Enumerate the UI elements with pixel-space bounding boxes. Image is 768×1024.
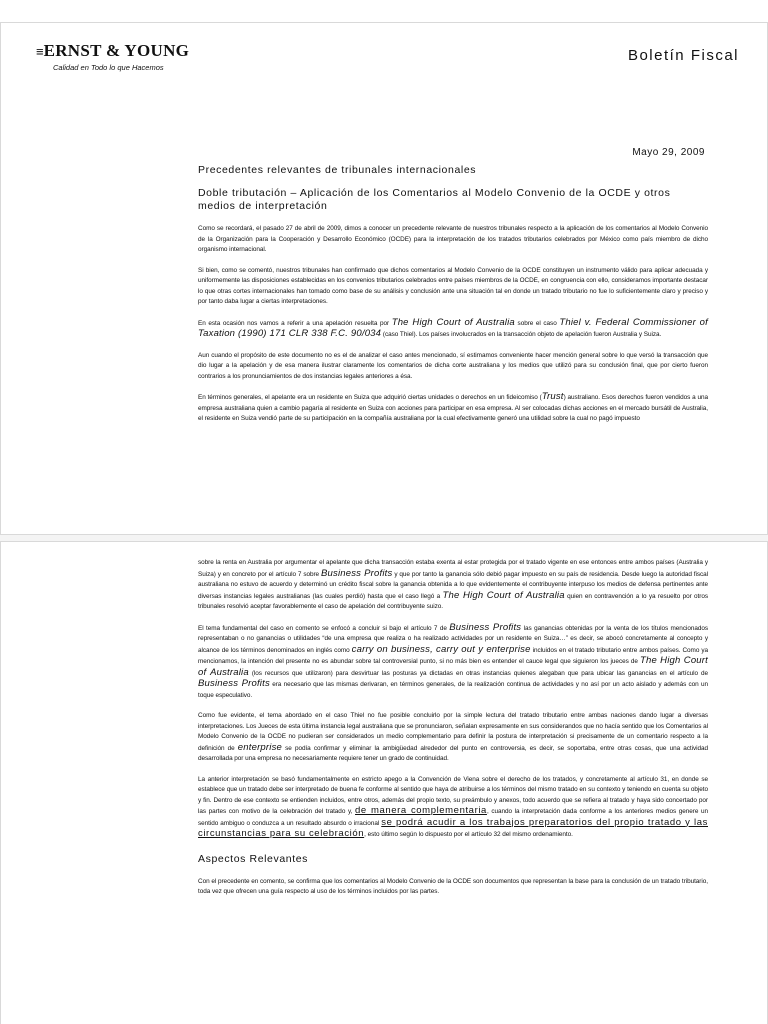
paragraph-10: Con el precedente en comento, se confirma que los comentarios al Modelo Convenio de la OCDE son documentos que representan la base para la conclusión de un tratado tributario, toda vez que ofrecen una guía respecto al uso de los términos incluidos por las partes. <box>198 877 708 895</box>
ernst-young-logo <box>36 41 196 72</box>
paragraph-6: sobre la renta en Australia por argumentar el apelante que dicha transacción estaba exenta al estar protegida por el tratado vigente en ese entonces entre ambos países (Australia y Suiza) y en concreto por el artículo 7 sobre Business Profits y que por tanto la ganancia sólo debió pagar impuesto en su país de residencia. Desde luego la autoridad fiscal australiana no estuvo de acuerdo y determinó un crédito fiscal sobre la ganancia obtenida a lo que evidentemente el contribuyente interpuso los medios de defensa pertinentes ante diversas instancias legales australianas (las cuales perdió) hasta que el caso llegó a The High Court of Australia quien en contravención a lo ya resuelto por otros tribunales resolvió aceptar favorablemente el caso de apelación del contribuyente suizo. <box>198 559 709 610</box>
paragraph-7: El tema fundamental del caso en comento se enfocó a concluir si bajo el artículo 7 de Business Profits las ganancias obtenidas por la venta de los títulos mencionados representaban o no ganancias o utilidades “de una empresa que realiza o ha realizado actividades por un residente en Suiza…” es decir, se abocó concretamente al concepto y alcance de los términos denominados en inglés como carry on business, carry out y enterprise incluidos en el tratado tributario entre ambos países. Como ya mencionamos, la intención del presente no es abundar sobre tal controversial punto, si no más bien es entender el cauce legal que siguieron los jueces de The High Court of Australia (los recursos que utilizaron) para desvirtuar las posturas ya dictadas en otras instancias quienes alegaban que para ubicar las ganancias en el artículo de Business Profits era necesario que las mismas derivaran, en términos generales, de la realización continua de actividades y no así por un acto aislado y además con un toque especulativo. <box>198 621 708 699</box>
paragraph-5: En términos generales, el apelante era un residente en Suiza que adquirió ciertas unidades o derechos en un fideicomiso (Trust) australiano. Esos derechos fueron vendidos a una empresa australiana quien a cambio pagaría al residente en Suiza con acciones para participar en esa empresa. Al ser colocadas dichas acciones en el mercado bursátil de Australia, el residente en Suiza vendió parte de su participación en la compañía australiana por la cual efectivamente generó una utilidad sobre la cual no pagó impuesto <box>198 391 708 422</box>
logo-wordmark <box>36 41 196 61</box>
document-page-1 <box>0 22 768 535</box>
court-name: The High Court of Australia <box>391 316 515 328</box>
paragraph-4: Aun cuando el propósito de este documento no es el de analizar el caso antes mencionado, sí estimamos conveniente hacer mención general sobre lo que versó la transacción que dio lugar a la apelación y de esa manera ilustrar claramente los comentarios de dicha corte australiana y los medios que utilizó para su conclusión final, que por cierto fueron contrarios a los pronunciamientos de dos instancias legales anteriores a ésa. <box>198 351 708 380</box>
main-heading: Precedentes relevantes de tribunales internacionales <box>198 164 477 176</box>
paragraph-3: En esta ocasión nos vamos a referir a una apelación resuelta por The High Court of Australia sobre el caso Thiel v. Federal Commissioner of Taxation (1990) 171 CLR 338 F.C. 90/034 (caso Thiel). Los países involucrados en la transacción objeto de apelación fueron Australia y Suiza. <box>198 316 708 339</box>
paragraph-2: Si bien, como se comentó, nuestros tribunales han confirmado que dichos comentarios al Modelo Convenio de la OCDE constituyen un instrumento válido para aplicar adecuada y uniformemente las disposiciones establecidas en los convenios tributarios celebrados entre países miembros de la OCDE, en congruencia con ello, consideramos importante destacar lo que otras cortes internacionales han tomado como base de su análisis y conclusión ante una situación tal en donde un tratado tributario no fue lo suficientemente claro y preciso y por tanto daba lugar a ciertas interpretaciones. <box>198 266 708 305</box>
section-heading-aspectos: Aspectos Relevantes <box>198 852 309 865</box>
paragraph-8: Como fue evidente, el tema abordado en el caso Thiel no fue posible concluirlo por la simple lectura del tratado tributario entre ambas naciones dando lugar a diversas interpretaciones. Los Jueces de esta última instancia legal australiana que se pronunciaron, señalan expresamente en sus considerandos que no hacía sentido que los Comentarios al Modelo Convenio de la OCDE no pudieran ser considerados un medio complementario para definir la postura de interpretación si precisamente de un comentario respecto a la definición de enterprise se podía confirmar y eliminar la ambigüedad alrededor del punto en controversia, es decir, se soportaba, entre otras cosas, que una actividad desarrollada por una empresa no necesariamente requiere tener un grado de continuidad. <box>198 712 708 762</box>
underlined-preparatory-works: se podrá acudir a los trabajos preparatorios del propio tratado y las circunstancias para su celebración <box>198 816 708 839</box>
document-date: Mayo 29, 2009 <box>632 147 705 158</box>
paragraph-9: La anterior interpretación se basó fundamentalmente en estricto apego a la Convención de Viena sobre el derecho de los tratados, y concretamente al artículo 31, en donde se establece que un tratado debe ser interpretado de buena fe conforme al sentido que haya de atribuirse a los términos del mismo tratado en su contexto y teniendo en cuenta su objeto y fin. Dentro de ese contexto se entienden incluidos, entre otros, además del propio texto, su preámbulo y anexos, todo acuerdo que se refiera al tratado y haya sido concertado por las partes con motivo de la celebración del tratado y, de manera complementaria, cuando la interpretación dada conforme a los anteriores medios genere un sentido ambiguo o conduzca a un resultado absurdo o irracional se podrá acudir a los trabajos preparatorios del propio tratado y las circunstancias para su celebración, esto último según lo dispuesto por el artículo 32 del mismo ordenamiento. <box>198 775 709 839</box>
case-name: Thiel v. Federal Commissioner of Taxation (1990) 171 CLR 338 F.C. 90/034 <box>198 316 708 339</box>
bulletin-title: Boletín Fiscal <box>627 47 739 64</box>
trust-term: Trust <box>541 391 564 402</box>
page2-content <box>198 558 708 898</box>
paragraph-1: Como se recordará, el pasado 27 de abril de 2009, dimos a conocer un precedente relevante de nuestros tribunales respecto a la aplicación de los comentarios al Modelo Convenio de la Organización para la Cooperación y Desarrollo Económico (OCDE) para la interpretación de los tratados tributarios celebrados por México como país miembro de dicho organismo internacional. <box>198 225 708 253</box>
logo-brand-text: ERNST & YOUNG <box>43 41 190 60</box>
logo-tagline: Calidad en Todo lo que Hacemos <box>53 63 164 72</box>
page1-content <box>198 164 708 425</box>
sub-heading: Doble tributación – Aplicación de los Comentarios al Modelo Convenio de la OCDE y otros medios de interpretación <box>198 187 671 212</box>
document-page-2 <box>0 541 768 1024</box>
logo-bars-icon: ≡ <box>36 44 43 59</box>
underlined-complementary: de manera complementaria <box>355 805 487 816</box>
